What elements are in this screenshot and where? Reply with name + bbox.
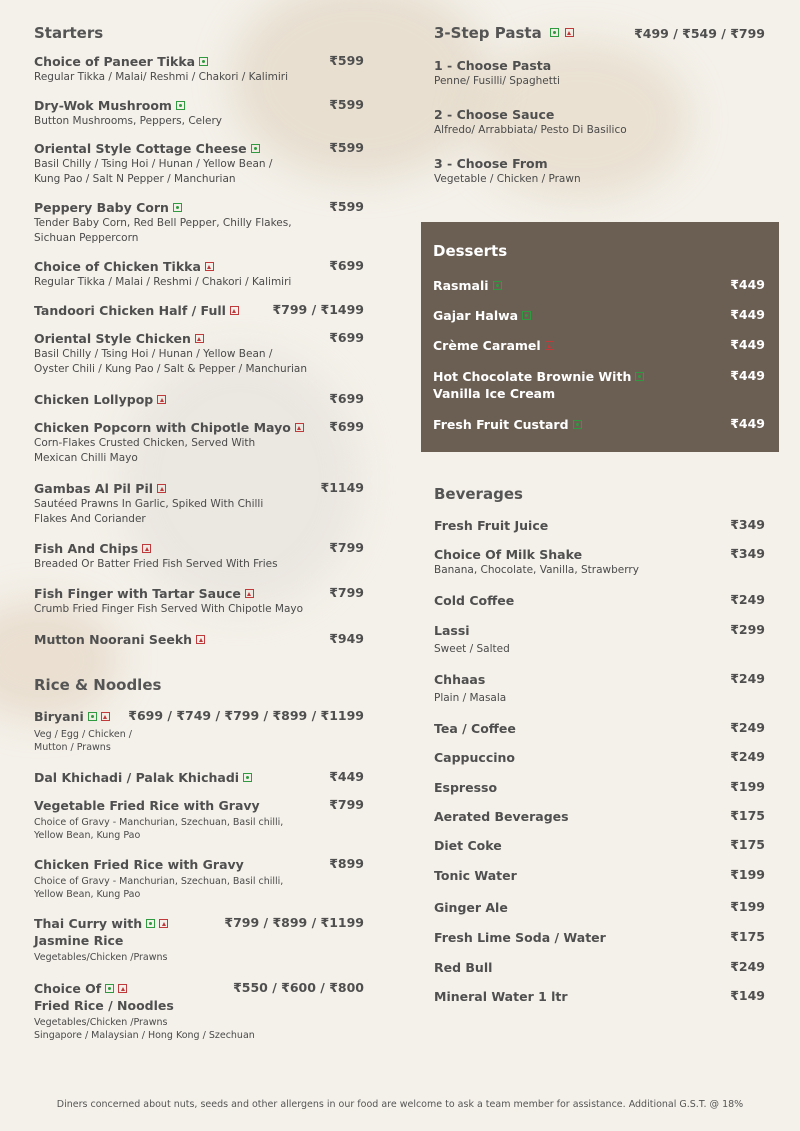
item-price: ₹699: [329, 330, 364, 345]
item-price: ₹199: [730, 867, 765, 882]
menu-item: Hot Chocolate Brownie With Vanilla Ice Cream: [433, 368, 644, 402]
nonveg-icon: [196, 635, 205, 644]
menu-item: Fresh Fruit Custard: [433, 416, 582, 433]
pasta-step: 1 - Choose Pasta Penne/ Fusilli/ Spaghetti: [434, 58, 560, 87]
beverages-title: Beverages: [434, 485, 523, 503]
item-price: ₹599: [329, 199, 364, 214]
menu-item: Gambas Al Pil Pil Sautéed Prawns In Garlic, Spiked With Chilli Flakes And Coriander: [34, 481, 264, 525]
menu-item: Tonic Water: [434, 868, 517, 883]
item-price: ₹699: [329, 258, 364, 273]
item-price: ₹175: [730, 808, 765, 823]
menu-item: Fresh Lime Soda / Water: [434, 930, 606, 945]
nonveg-icon: [159, 919, 168, 928]
menu-item: Chicken Fried Rice with Gravy Choice of Gravy - Manchurian, Szechuan, Basil chilli, Yellow Bean, Kung Pao: [34, 857, 284, 900]
menu-item: Mutton Noorani Seekh: [34, 631, 205, 648]
veg-icon: [105, 984, 114, 993]
allergen-footer-note: Diners concerned about nuts, seeds and other allergens in our food are welcome to ask a team member for assistance. Additional G.S.T. @ 18%: [56, 1099, 744, 1110]
item-price: ₹249: [730, 720, 765, 735]
menu-item: Tandoori Chicken Half / Full: [34, 302, 239, 319]
veg-icon: [146, 919, 155, 928]
item-price: ₹449: [730, 416, 765, 431]
menu-item: Dry-Wok Mushroom Button Mushrooms, Peppers, Celery: [34, 98, 223, 127]
item-price: ₹899: [329, 856, 364, 871]
veg-icon: [573, 420, 582, 429]
menu-item: Chicken Lollypop: [34, 391, 166, 408]
nonveg-icon: [230, 306, 239, 315]
starters-title: Starters: [34, 24, 104, 42]
item-price: ₹949: [329, 631, 364, 646]
veg-icon: [251, 144, 260, 153]
menu-item: Cappuccino: [434, 750, 515, 765]
menu-item: Choice of Paneer Tikka Regular Tikka / Malai/ Reshmi / Chakori / Kalimiri: [34, 54, 288, 83]
menu-item: Dal Khichadi / Palak Khichadi: [34, 769, 252, 786]
nonveg-icon: [245, 589, 254, 598]
menu-item: Ginger Ale: [434, 900, 508, 915]
item-price: ₹449: [730, 337, 765, 352]
item-price: ₹1149: [320, 480, 364, 495]
item-price: ₹699: [329, 391, 364, 406]
veg-icon: [550, 28, 559, 37]
menu-item: Chicken Popcorn with Chipotle Mayo Corn-Flakes Crusted Chicken, Served With Mexican Chilli Mayo: [34, 419, 304, 466]
item-price: ₹599: [329, 97, 364, 112]
menu-item: Choice Of Milk Shake Banana, Chocolate, Vanilla, Strawberry: [434, 547, 639, 576]
item-price: ₹249: [730, 959, 765, 974]
item-price: ₹199: [730, 779, 765, 794]
item-price: ₹299: [730, 622, 765, 637]
pasta-price: ₹499 / ₹549 / ₹799: [634, 26, 765, 41]
item-price: ₹349: [730, 517, 765, 532]
item-price: ₹449: [329, 769, 364, 784]
nonveg-icon: [142, 544, 151, 553]
item-price: ₹799: [329, 540, 364, 555]
item-price: ₹249: [730, 592, 765, 607]
nonveg-icon: [157, 484, 166, 493]
menu-item: Chhaas Plain / Masala: [434, 672, 507, 704]
menu-item: Diet Coke: [434, 838, 502, 853]
desserts-title: Desserts: [433, 242, 508, 260]
menu-item: Gajar Halwa: [433, 307, 531, 324]
menu-item: Lassi Sweet / Salted: [434, 623, 510, 655]
menu-item: Espresso: [434, 780, 498, 795]
item-price: ₹199: [730, 899, 765, 914]
item-price: ₹799 / ₹899 / ₹1199: [224, 915, 364, 930]
menu-item: Thai Curry with Jasmine Rice Vegetables/Chicken /Prawns: [34, 916, 168, 963]
veg-icon: [176, 101, 185, 110]
item-price: ₹799 / ₹1499: [272, 302, 364, 317]
menu-item: Aerated Beverages: [434, 809, 569, 824]
item-price: ₹799: [329, 585, 364, 600]
item-price: ₹449: [730, 307, 765, 322]
nonveg-icon: [295, 423, 304, 432]
rice-noodles-title: Rice & Noodles: [34, 676, 162, 694]
item-price: ₹799: [329, 797, 364, 812]
item-price: ₹550 / ₹600 / ₹800: [233, 980, 364, 995]
item-price: ₹449: [730, 368, 765, 383]
pasta-step: 2 - Choose Sauce Alfredo/ Arrabbiata/ Pesto Di Basilico: [434, 107, 627, 136]
item-price: ₹349: [730, 546, 765, 561]
menu-item: Oriental Style Cottage Cheese Basil Chilly / Tsing Hoi / Hunan / Yellow Bean / Kung Pao / Salt N Pepper / Manchurian: [34, 141, 273, 185]
menu-item: Biryani Veg / Egg / Chicken / Mutton / Prawns: [34, 709, 132, 753]
nonveg-icon: [195, 334, 204, 343]
veg-icon: [493, 281, 502, 290]
veg-icon: [88, 712, 97, 721]
menu-item: Fish And Chips Breaded Or Batter Fried Fish Served With Fries: [34, 541, 278, 570]
menu-item: Choice of Chicken Tikka Regular Tikka / Malai / Reshmi / Chakori / Kalimiri: [34, 259, 292, 288]
pasta-step: 3 - Choose From Vegetable / Chicken / Prawn: [434, 156, 581, 185]
item-price: ₹599: [329, 53, 364, 68]
menu-item: Peppery Baby Corn Tender Baby Corn, Red Bell Pepper, Chilly Flakes, Sichuan Peppercorn: [34, 200, 292, 244]
veg-icon: [199, 57, 208, 66]
menu-item: Cold Coffee: [434, 593, 515, 608]
item-price: ₹699: [329, 419, 364, 434]
menu-item: Tea / Coffee: [434, 721, 516, 736]
nonveg-icon: [205, 262, 214, 271]
item-price: ₹175: [730, 837, 765, 852]
menu-item: Red Bull: [434, 960, 493, 975]
pasta-title: 3-Step Pasta: [434, 24, 574, 42]
nonveg-icon: [157, 395, 166, 404]
item-price: ₹699 / ₹749 / ₹799 / ₹899 / ₹1199: [128, 708, 364, 723]
nonveg-icon: [545, 341, 554, 350]
item-price: ₹449: [730, 277, 765, 292]
menu-item: Fresh Fruit Juice: [434, 518, 549, 533]
nonveg-icon: [101, 712, 110, 721]
nonveg-icon: [118, 984, 127, 993]
menu-item: Rasmali: [433, 277, 502, 294]
item-price: ₹149: [730, 988, 765, 1003]
menu-item: Oriental Style Chicken Basil Chilly / Tsing Hoi / Hunan / Yellow Bean / Oyster Chili / Kung Pao / Salt & Pepper / Manchurian: [34, 331, 308, 375]
desserts-panel: [421, 222, 779, 452]
menu-item: Fish Finger with Tartar Sauce Crumb Fried Finger Fish Served With Chipotle Mayo: [34, 586, 304, 615]
item-price: ₹249: [730, 749, 765, 764]
item-price: ₹249: [730, 671, 765, 686]
nonveg-icon: [565, 28, 574, 37]
veg-icon: [243, 773, 252, 782]
veg-icon: [635, 372, 644, 381]
menu-item: Crème Caramel: [433, 337, 554, 354]
item-price: ₹599: [329, 140, 364, 155]
veg-icon: [522, 311, 531, 320]
veg-icon: [173, 203, 182, 212]
background-wash: [0, 600, 120, 720]
menu-item: Vegetable Fried Rice with Gravy Choice of Gravy - Manchurian, Szechuan, Basil chilli, Yellow Bean, Kung Pao: [34, 798, 284, 841]
item-price: ₹175: [730, 929, 765, 944]
menu-item: Choice Of Fried Rice / Noodles Vegetables/Chicken /Prawns Singapore / Malaysian / Hong Kong / Szechuan: [34, 981, 255, 1041]
menu-item: Mineral Water 1 ltr: [434, 989, 568, 1004]
